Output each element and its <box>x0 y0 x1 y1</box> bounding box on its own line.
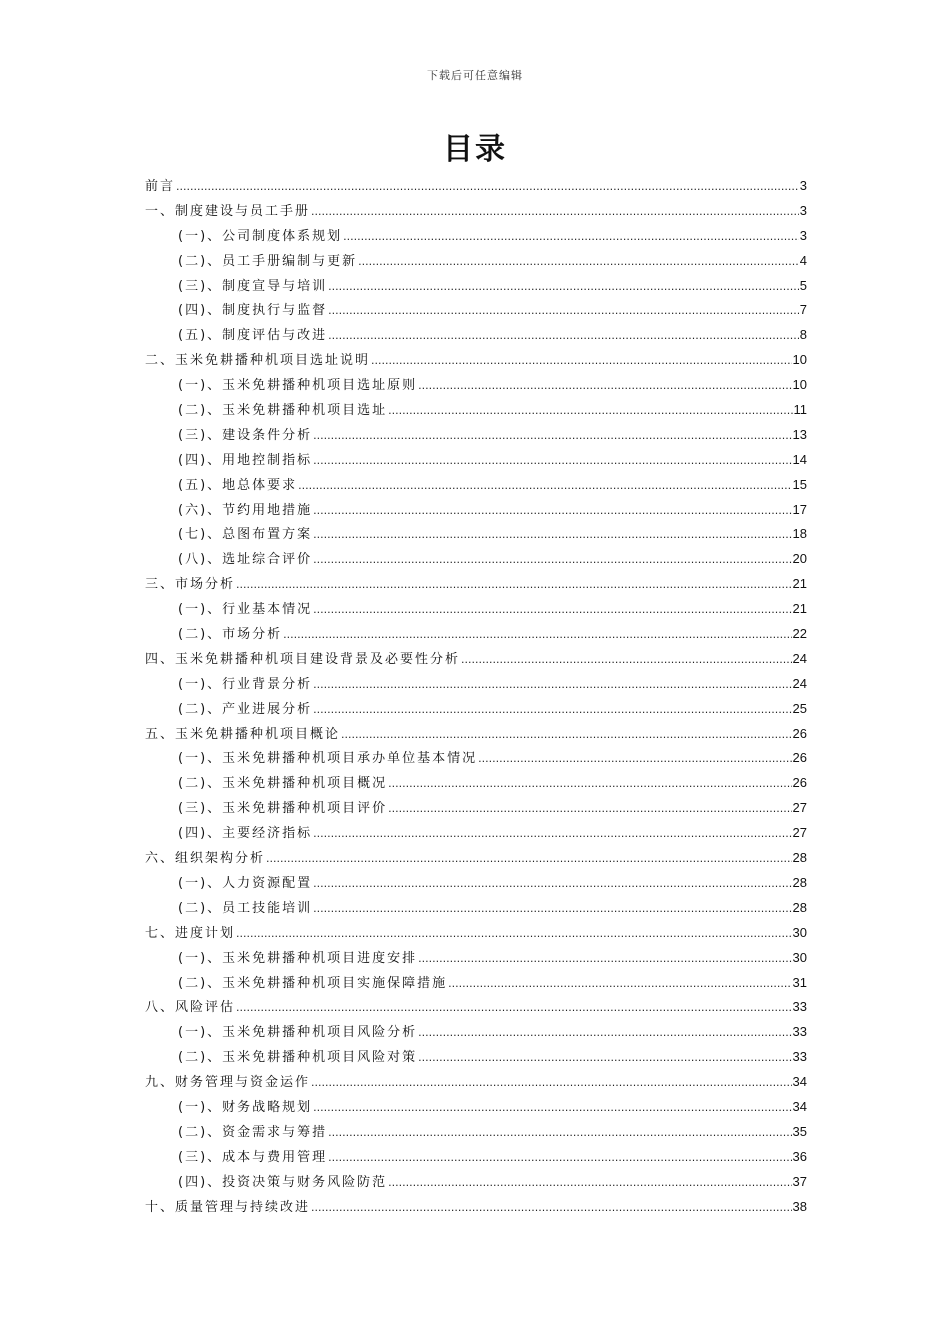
toc-page-number: 15 <box>792 476 807 492</box>
toc-page-number: 24 <box>792 650 807 666</box>
toc-page-number: 14 <box>792 451 807 467</box>
toc-page-number: 35 <box>792 1123 807 1139</box>
toc-entry-title: (一)、玉米免耕播种机项目承办单位基本情况 <box>178 751 478 767</box>
toc-page-number: 22 <box>792 626 807 642</box>
toc-entry-title: (一)、财务战略规划 <box>178 1099 313 1115</box>
toc-page-number: 28 <box>792 899 807 915</box>
toc-entry-title: (五)、制度评估与改进 <box>178 328 328 344</box>
toc-entry[interactable] <box>145 1120 807 1145</box>
toc-dot-leader <box>418 1046 791 1071</box>
toc-entry-title: (一)、行业背景分析 <box>178 676 313 692</box>
toc-entry-title: (四)、投资决策与财务风险防范 <box>178 1174 388 1190</box>
toc-entry[interactable] <box>145 572 807 597</box>
toc-dot-leader <box>283 623 791 648</box>
toc-entry[interactable] <box>145 1195 807 1220</box>
toc-entry-title: 五、玉米免耕播种机项目概论 <box>145 726 341 742</box>
toc-entry[interactable] <box>145 1045 807 1070</box>
toc-page-number: 11 <box>793 402 807 418</box>
toc-dot-leader <box>236 573 792 598</box>
toc-entry[interactable] <box>145 323 807 348</box>
toc-entry-title: (三)、成本与费用管理 <box>178 1149 328 1165</box>
toc-entry-title: 三、市场分析 <box>145 577 236 593</box>
toc-entry-title: (一)、公司制度体系规划 <box>178 228 343 244</box>
toc-page-number: 5 <box>799 277 807 293</box>
toc-entry[interactable] <box>145 298 807 323</box>
toc-dot-leader <box>313 872 791 897</box>
toc-entry[interactable] <box>145 224 807 249</box>
toc-entry-title: (一)、行业基本情况 <box>178 602 313 618</box>
toc-page-number: 25 <box>792 700 807 716</box>
toc-dot-leader <box>313 424 791 449</box>
toc-dot-leader <box>328 275 799 300</box>
toc-entry[interactable] <box>145 622 807 647</box>
toc-dot-leader <box>311 1071 792 1096</box>
toc-entry-title: (二)、玉米免耕播种机项目风险对策 <box>178 1050 418 1066</box>
toc-page-number: 24 <box>792 675 807 691</box>
toc-entry-title: (二)、资金需求与筹措 <box>178 1124 328 1140</box>
toc-dot-leader <box>461 648 792 673</box>
toc-entry-title: (二)、市场分析 <box>178 627 283 643</box>
toc-dot-leader <box>418 374 791 399</box>
toc-dot-leader <box>343 225 799 250</box>
toc-page-number: 21 <box>792 601 807 617</box>
toc-entry[interactable] <box>145 771 807 796</box>
toc-dot-leader <box>388 399 792 424</box>
toc-dot-leader <box>313 523 791 548</box>
toc-page-number: 18 <box>792 526 807 542</box>
toc-page-number: 28 <box>792 850 807 866</box>
toc-entry[interactable] <box>145 971 807 996</box>
toc-dot-leader <box>388 797 791 822</box>
toc-entry-title: 四、玉米免耕播种机项目建设背景及必要性分析 <box>145 651 461 667</box>
toc-entry-title: (三)、建设条件分析 <box>178 427 313 443</box>
toc-dot-leader <box>328 299 799 324</box>
toc-entry[interactable] <box>145 1170 807 1195</box>
toc-page-number: 3 <box>799 178 807 193</box>
toc-entry-title: (四)、用地控制指标 <box>178 452 313 468</box>
toc-entry-title: (二)、玉米免耕播种机项目实施保障措施 <box>178 975 448 991</box>
toc-page-number: 34 <box>792 1098 807 1114</box>
toc-entry-title: (二)、员工手册编制与更新 <box>178 253 358 269</box>
toc-entry[interactable] <box>145 672 807 697</box>
toc-dot-leader <box>236 996 792 1021</box>
toc-entry-title: (二)、产业进展分析 <box>178 701 313 717</box>
header-note: 下载后可任意编辑 <box>427 69 523 82</box>
toc-dot-leader <box>313 449 791 474</box>
toc-dot-leader <box>311 1196 792 1221</box>
toc-entry-title: (六)、节约用地措施 <box>178 502 313 518</box>
toc-entry[interactable] <box>145 821 807 846</box>
toc-entry[interactable] <box>145 946 807 971</box>
toc-page-number: 34 <box>792 1074 807 1090</box>
toc-entry-title: (八)、选址综合评价 <box>178 552 313 568</box>
toc-dot-leader <box>328 324 799 349</box>
toc-entry[interactable] <box>145 1020 807 1045</box>
toc-dot-leader <box>358 250 799 275</box>
toc-page-number: 4 <box>799 252 807 268</box>
toc-entry[interactable] <box>145 522 807 547</box>
toc-dot-leader <box>298 474 791 499</box>
toc-dot-leader <box>388 772 791 797</box>
toc-dot-leader <box>328 1121 791 1146</box>
toc-entry-title: 十、质量管理与持续改进 <box>145 1199 311 1215</box>
toc-entry-title: (五)、地总体要求 <box>178 477 298 493</box>
toc-entry[interactable] <box>145 249 807 274</box>
toc-dot-leader <box>388 1171 791 1196</box>
toc-list <box>145 174 807 1219</box>
toc-entry-title: (一)、玉米免耕播种机项目选址原则 <box>178 378 418 394</box>
toc-page-number: 38 <box>792 1198 807 1214</box>
toc-entry[interactable] <box>145 647 807 672</box>
toc-entry[interactable] <box>145 697 807 722</box>
toc-entry[interactable] <box>145 448 807 473</box>
toc-page-number: 30 <box>792 924 807 940</box>
toc-page-number: 27 <box>792 825 807 841</box>
toc-page-number: 36 <box>792 1148 807 1164</box>
toc-entry[interactable] <box>145 398 807 423</box>
toc-entry-title: 前言 <box>145 179 176 194</box>
toc-entry-title: (一)、玉米免耕播种机项目风险分析 <box>178 1025 418 1041</box>
toc-entry-title: (二)、玉米免耕播种机项目概况 <box>178 776 388 792</box>
toc-dot-leader <box>236 922 792 947</box>
toc-page-number: 20 <box>792 551 807 567</box>
toc-page-number: 26 <box>792 775 807 791</box>
toc-entry[interactable] <box>145 896 807 921</box>
toc-dot-leader <box>371 349 792 374</box>
toc-entry-title: (四)、制度执行与监督 <box>178 303 328 319</box>
toc-entry-title: 一、制度建设与员工手册 <box>145 203 311 219</box>
toc-entry[interactable] <box>145 722 807 747</box>
toc-dot-leader <box>266 847 792 872</box>
toc-entry-title: 七、进度计划 <box>145 925 236 941</box>
toc-page-number: 10 <box>792 377 807 393</box>
toc-page-number: 27 <box>792 800 807 816</box>
toc-dot-leader <box>313 548 791 573</box>
toc-page-number: 3 <box>799 227 807 243</box>
toc-page-number: 8 <box>799 327 807 343</box>
toc-entry[interactable] <box>145 274 807 299</box>
toc-entry-title: 八、风险评估 <box>145 1000 236 1016</box>
toc-dot-leader <box>418 947 791 972</box>
toc-entry[interactable] <box>145 199 807 224</box>
toc-entry[interactable] <box>145 1145 807 1170</box>
toc-title: 目录 <box>443 132 507 167</box>
toc-page-number: 33 <box>792 1024 807 1040</box>
toc-entry[interactable] <box>145 348 807 373</box>
toc-dot-leader <box>313 673 791 698</box>
toc-dot-leader <box>313 698 791 723</box>
toc-entry-title: (二)、玉米免耕播种机项目选址 <box>178 403 388 419</box>
toc-dot-leader <box>478 747 791 772</box>
toc-entry[interactable] <box>145 547 807 572</box>
toc-page-number: 7 <box>799 302 807 318</box>
toc-page-number: 31 <box>792 974 807 990</box>
toc-page-number: 13 <box>792 426 807 442</box>
toc-page-number: 28 <box>792 874 807 890</box>
toc-entry[interactable] <box>145 746 807 771</box>
toc-page-number: 3 <box>799 202 807 218</box>
toc-page-number: 37 <box>792 1173 807 1189</box>
toc-dot-leader <box>328 1146 791 1171</box>
toc-entry[interactable] <box>145 174 807 199</box>
toc-dot-leader <box>313 598 791 623</box>
toc-entry-title: (一)、人力资源配置 <box>178 875 313 891</box>
toc-dot-leader <box>448 972 791 997</box>
toc-entry-title: 九、财务管理与资金运作 <box>145 1075 311 1091</box>
toc-page-number: 33 <box>792 1049 807 1065</box>
toc-entry[interactable] <box>145 1070 807 1095</box>
toc-entry[interactable] <box>145 921 807 946</box>
toc-entry-title: (一)、玉米免耕播种机项目进度安排 <box>178 950 418 966</box>
toc-page-number: 26 <box>792 725 807 741</box>
toc-entry[interactable] <box>145 498 807 523</box>
toc-entry-title: (四)、主要经济指标 <box>178 826 313 842</box>
toc-dot-leader <box>313 1096 791 1121</box>
toc-dot-leader <box>311 200 799 225</box>
toc-entry[interactable] <box>145 597 807 622</box>
toc-entry-title: (三)、玉米免耕播种机项目评价 <box>178 801 388 817</box>
toc-entry[interactable] <box>145 1095 807 1120</box>
toc-entry[interactable] <box>145 796 807 821</box>
toc-page-number: 21 <box>792 576 807 592</box>
toc-entry-title: (七)、总图布置方案 <box>178 527 313 543</box>
toc-entry[interactable] <box>145 473 807 498</box>
toc-dot-leader <box>313 499 791 524</box>
toc-page-number: 33 <box>792 999 807 1015</box>
toc-dot-leader <box>313 822 791 847</box>
toc-dot-leader <box>341 723 792 748</box>
toc-page-number: 17 <box>792 501 807 517</box>
toc-entry-title: (三)、制度宣导与培训 <box>178 278 328 294</box>
toc-entry-title: (二)、员工技能培训 <box>178 900 313 916</box>
toc-entry[interactable] <box>145 846 807 871</box>
toc-entry[interactable] <box>145 995 807 1020</box>
toc-page-number: 26 <box>792 750 807 766</box>
toc-page-number: 10 <box>792 352 807 368</box>
toc-entry-title: 六、组织架构分析 <box>145 851 266 867</box>
toc-dot-leader <box>418 1021 791 1046</box>
toc-page-number: 30 <box>792 949 807 965</box>
toc-entry[interactable] <box>145 423 807 448</box>
toc-dot-leader <box>176 175 799 200</box>
toc-entry[interactable] <box>145 373 807 398</box>
toc-dot-leader <box>313 897 791 922</box>
toc-entry-title: 二、玉米免耕播种机项目选址说明 <box>145 353 371 369</box>
toc-entry[interactable] <box>145 871 807 896</box>
